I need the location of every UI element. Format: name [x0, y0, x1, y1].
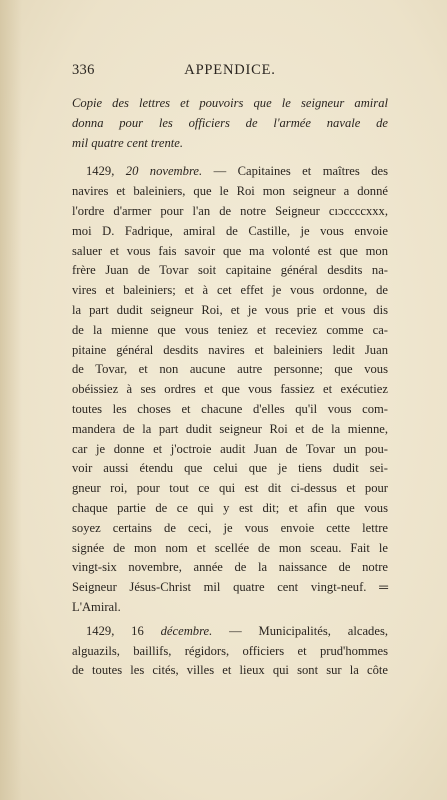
- text-line: frère Juan de Tovar soit capitaine général desdits na-: [72, 263, 388, 278]
- text-line: l'ordre d'armer pour l'an de notre Seigneur cıɔccccxxx,: [72, 203, 388, 218]
- text-line: navires et baleiniers, que le Roi mon seigneur a donné: [72, 184, 388, 199]
- entry-1429-november: [72, 162, 388, 617]
- page-spine-shadow: [0, 0, 22, 800]
- text-line: mandera de la part dudit seigneur Roi et de la mienne,: [72, 421, 388, 436]
- text-line: pitaine général desdits navires et baleiniers ledit Juan: [72, 342, 388, 357]
- text-line: la part dudit seigneur Roi, et je vous prie et vous dis: [72, 302, 388, 317]
- text-line: signée de mon nom et scellée de mon sceau. Fait le: [72, 540, 388, 555]
- closing-signature: L'Amiral.: [72, 599, 121, 614]
- entry-1429-december: [72, 622, 388, 681]
- text-line: vingt-six novembre, année de la naissance de notre: [72, 560, 388, 575]
- page-body: [72, 94, 388, 681]
- entry-first-line: [72, 622, 388, 642]
- entry-date-italic: décembre.: [160, 623, 213, 638]
- entry-date: 1429,: [86, 164, 126, 179]
- title-line: mil quatre cent trente.: [72, 135, 183, 150]
- text-line: vires et baleiniers; et à cet effet je vous ordonne, de: [72, 283, 388, 298]
- entry-first-text: — Capitaines et maîtres des: [202, 164, 388, 179]
- text-line: Seigneur Jésus-Christ mil quatre cent vingt-neuf. ═: [72, 580, 388, 595]
- text-line: voir aussi étendu que celui que je tiens dudit sei-: [72, 461, 388, 476]
- entry-first-line: [72, 162, 388, 182]
- text-line: soyez certains de ceci, je vous envoie cette lettre: [72, 520, 388, 535]
- entry-first-text: — Municipalités, alcades,: [212, 623, 388, 638]
- entry-date-italic: 20 novembre.: [125, 164, 203, 179]
- text-line: de Tovar, et non aucune autre personne; que vous: [72, 362, 388, 377]
- text-line: de toutes les cités, villes et lieux qui sont sur la côte: [72, 663, 388, 678]
- section-title: [72, 94, 388, 153]
- text-line: saluer et vous fais savoir que ma volonté est que mon: [72, 243, 388, 258]
- text-line: de la mienne que vous teniez et receviez comme ca-: [72, 322, 388, 337]
- text-line: obéissiez à ses ordres et que vous fassiez et exécutiez: [72, 382, 388, 397]
- text-line: gneur roi, pour tout ce qui est dit ci-dessus et pour: [72, 481, 388, 496]
- text-line: car je donne et j'octroie audit Juan de Tovar un pou-: [72, 441, 388, 456]
- text-line: moi D. Fadrique, amiral de Castille, je vous envoie: [72, 223, 388, 238]
- text-line: toutes les choses et chacune d'elles qu'il vous com-: [72, 401, 388, 416]
- text-line: chaque partie de ce qui y est dit; et afin que vous: [72, 500, 388, 515]
- entry-date: 1429, 16: [86, 623, 161, 638]
- title-line: donna pour les officiers de l'armée navale de: [72, 115, 388, 130]
- running-title: APPENDICE.: [184, 62, 276, 78]
- title-line: Copie des lettres et pouvoirs que le seigneur amiral: [72, 96, 388, 110]
- text-line: alguazils, baillifs, régidors, officiers et prud'hommes: [72, 643, 388, 658]
- page-number: 336: [72, 62, 95, 78]
